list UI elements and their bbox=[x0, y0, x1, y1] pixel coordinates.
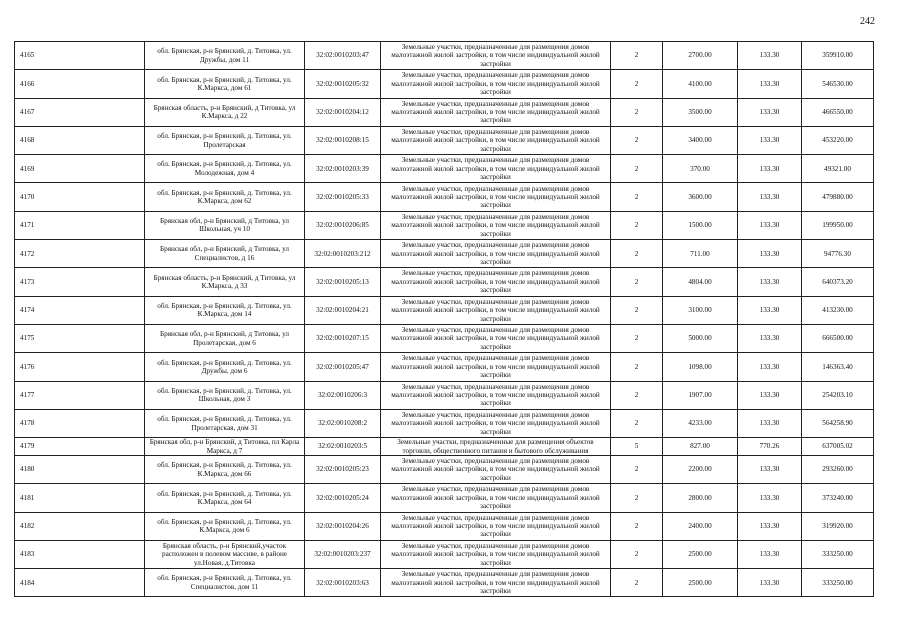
table-row bbox=[15, 324, 874, 352]
land-use-cell: Земельные участки, предназначенные для размещения домов малоэтажной жилой застройки, в том числе индивидуальной жилой застройки bbox=[381, 512, 611, 540]
specific-value-cell: 133.30 bbox=[738, 512, 802, 540]
cadastral-value-cell: 146363.40 bbox=[802, 353, 874, 381]
specific-value-cell: 133.30 bbox=[738, 240, 802, 268]
address-cell: обл. Брянская, р-н Брянский, д. Титовка, ул. Молодежная, дом 4 bbox=[145, 155, 305, 183]
row-number: 4178 bbox=[15, 409, 145, 437]
area-cell: 2500.00 bbox=[663, 540, 738, 568]
area-cell: 827.00 bbox=[663, 438, 738, 456]
table-body bbox=[15, 42, 874, 597]
area-cell: 2700.00 bbox=[663, 42, 738, 70]
table-row bbox=[15, 540, 874, 568]
table-row bbox=[15, 211, 874, 239]
area-cell: 711.00 bbox=[663, 240, 738, 268]
page-number: 242 bbox=[860, 16, 875, 27]
address-cell: обл. Брянская, р-н Брянский, д. Титовка, ул. Школьная, дом 3 bbox=[145, 381, 305, 409]
address-cell: обл. Брянская, р-н Брянский, д. Титовка, ул. Дружбы, дом 6 bbox=[145, 353, 305, 381]
group-cell: 2 bbox=[611, 455, 663, 483]
table-row bbox=[15, 381, 874, 409]
specific-value-cell: 133.30 bbox=[738, 183, 802, 211]
table-row bbox=[15, 409, 874, 437]
address-cell: Брянская обл, р-н Брянский, д Титовка, пл Карла Маркса, д 7 bbox=[145, 438, 305, 456]
land-use-cell: Земельные участки, предназначенные для размещения домов малоэтажной жилой застройки, в том числе индивидуальной жилой застройки bbox=[381, 484, 611, 512]
cadastral-value-cell: 640373.20 bbox=[802, 268, 874, 296]
address-cell: обл. Брянская, р-н Брянский, д. Титовка, ул. Дружбы, дом 11 bbox=[145, 42, 305, 70]
group-cell: 2 bbox=[611, 240, 663, 268]
row-number: 4169 bbox=[15, 155, 145, 183]
cadastral-value-cell: 94776.30 bbox=[802, 240, 874, 268]
row-number: 4184 bbox=[15, 569, 145, 597]
specific-value-cell: 133.30 bbox=[738, 70, 802, 98]
row-number: 4173 bbox=[15, 268, 145, 296]
land-use-cell: Земельные участки, предназначенные для размещения домов малоэтажной жилой застройки, в том числе индивидуальной жилой застройки bbox=[381, 296, 611, 324]
area-cell: 3500.00 bbox=[663, 98, 738, 126]
group-cell: 2 bbox=[611, 42, 663, 70]
address-cell: Брянская обл, р-н Брянский, д Титовка, ул Специалистов, д 16 bbox=[145, 240, 305, 268]
land-use-cell: Земельные участки, предназначенные для размещения объектов торговли, общественного питания и бытового обслуживания bbox=[381, 438, 611, 456]
group-cell: 2 bbox=[611, 155, 663, 183]
table-row bbox=[15, 240, 874, 268]
cadastral-value-cell: 564258.90 bbox=[802, 409, 874, 437]
address-cell: обл. Брянская, р-н Брянский, д. Титовка, ул. К.Маркса, дом 64 bbox=[145, 484, 305, 512]
address-cell: обл. Брянская, р-н Брянский, д. Титовка, ул. К.Маркса, дом 62 bbox=[145, 183, 305, 211]
cadastral-number-cell: 32:02:0010203:237 bbox=[305, 540, 381, 568]
cadastral-number-cell: 32:02:0010208:15 bbox=[305, 126, 381, 154]
table-row bbox=[15, 438, 874, 456]
area-cell: 1907.00 bbox=[663, 381, 738, 409]
group-cell: 2 bbox=[611, 540, 663, 568]
land-use-cell: Земельные участки, предназначенные для размещения домов малоэтажной жилой застройки, в том числе индивидуальной жилой застройки bbox=[381, 126, 611, 154]
cadastral-value-cell: 333250.00 bbox=[802, 569, 874, 597]
area-cell: 5000.00 bbox=[663, 324, 738, 352]
table-row bbox=[15, 512, 874, 540]
land-use-cell: Земельные участки, предназначенные для размещения домов малоэтажной жилой застройки, в том числе индивидуальной жилой застройки bbox=[381, 211, 611, 239]
cadastral-value-cell: 373240.00 bbox=[802, 484, 874, 512]
area-cell: 2400.00 bbox=[663, 512, 738, 540]
cadastral-number-cell: 32:02:0010206:3 bbox=[305, 381, 381, 409]
group-cell: 2 bbox=[611, 211, 663, 239]
cadastral-value-cell: 49321.00 bbox=[802, 155, 874, 183]
address-cell: Брянская обл, р-н Брянский, д Титовка, ул Школьная, уч 10 bbox=[145, 211, 305, 239]
row-number: 4174 bbox=[15, 296, 145, 324]
cadastral-number-cell: 32:02:0010206:85 bbox=[305, 211, 381, 239]
table-row bbox=[15, 98, 874, 126]
cadastral-number-cell: 32:02:0010204:21 bbox=[305, 296, 381, 324]
cadastral-number-cell: 32:02:0010205:33 bbox=[305, 183, 381, 211]
land-use-cell: Земельные участки, предназначенные для размещения домов малоэтажной жилой застройки, в том числе индивидуальной жилой застройки bbox=[381, 70, 611, 98]
specific-value-cell: 133.30 bbox=[738, 353, 802, 381]
address-cell: Брянская область, р-н Брянский, д Титовка, ул К.Маркса, д 22 bbox=[145, 98, 305, 126]
specific-value-cell: 133.30 bbox=[738, 484, 802, 512]
group-cell: 2 bbox=[611, 512, 663, 540]
area-cell: 3400.00 bbox=[663, 126, 738, 154]
cadastral-number-cell: 32:02:0010203:5 bbox=[305, 438, 381, 456]
group-cell: 2 bbox=[611, 409, 663, 437]
land-use-cell: Земельные участки, предназначенные для размещения домов малоэтажной жилой застройки, в том числе индивидуальной жилой застройки bbox=[381, 540, 611, 568]
land-use-cell: Земельные участки, предназначенные для размещения домов малоэтажной жилой застройки, в том числе индивидуальной жилой застройки bbox=[381, 409, 611, 437]
cadastral-value-cell: 546530.00 bbox=[802, 70, 874, 98]
area-cell: 4233.00 bbox=[663, 409, 738, 437]
specific-value-cell: 133.30 bbox=[738, 98, 802, 126]
cadastral-value-cell: 199950.00 bbox=[802, 211, 874, 239]
row-number: 4180 bbox=[15, 455, 145, 483]
cadastral-number-cell: 32:02:0010203:63 bbox=[305, 569, 381, 597]
area-cell: 3100.00 bbox=[663, 296, 738, 324]
cadastral-value-cell: 466550.00 bbox=[802, 98, 874, 126]
cadastral-value-cell: 453220.00 bbox=[802, 126, 874, 154]
land-use-cell: Земельные участки, предназначенные для размещения домов малоэтажной жилой застройки, в том числе индивидуальной жилой застройки bbox=[381, 42, 611, 70]
address-cell: обл. Брянская, р-н Брянский, д. Титовка, ул. К.Маркса, дом 66 bbox=[145, 455, 305, 483]
cadastral-value-cell: 666500.00 bbox=[802, 324, 874, 352]
table-row bbox=[15, 155, 874, 183]
area-cell: 2200.00 bbox=[663, 455, 738, 483]
specific-value-cell: 133.30 bbox=[738, 381, 802, 409]
cadastral-value-cell: 319920.00 bbox=[802, 512, 874, 540]
area-cell: 1098.00 bbox=[663, 353, 738, 381]
land-use-cell: Земельные участки, предназначенные для размещения домов малоэтажной жилой застройки, в том числе индивидуальной жилой застройки bbox=[381, 381, 611, 409]
table-row bbox=[15, 42, 874, 70]
row-number: 4179 bbox=[15, 438, 145, 456]
row-number: 4183 bbox=[15, 540, 145, 568]
address-cell: обл. Брянская, р-н Брянский, д. Титовка, ул. К.Маркса, дом 61 bbox=[145, 70, 305, 98]
cadastral-number-cell: 32:02:0010207:15 bbox=[305, 324, 381, 352]
row-number: 4165 bbox=[15, 42, 145, 70]
land-use-cell: Земельные участки, предназначенные для размещения домов малоэтажной жилой застройки, в том числе индивидуальной жилой застройки bbox=[381, 98, 611, 126]
group-cell: 2 bbox=[611, 296, 663, 324]
specific-value-cell: 133.30 bbox=[738, 268, 802, 296]
specific-value-cell: 770.26 bbox=[738, 438, 802, 456]
cadastral-number-cell: 32:02:0010203:212 bbox=[305, 240, 381, 268]
table-row bbox=[15, 569, 874, 597]
land-use-cell: Земельные участки, предназначенные для размещения домов малоэтажной жилой застройки, в том числе индивидуальной жилой застройки bbox=[381, 455, 611, 483]
area-cell: 3600.00 bbox=[663, 183, 738, 211]
group-cell: 2 bbox=[611, 381, 663, 409]
cadastral-number-cell: 32:02:0010204:26 bbox=[305, 512, 381, 540]
cadastral-number-cell: 32:02:0010205:47 bbox=[305, 353, 381, 381]
specific-value-cell: 133.30 bbox=[738, 155, 802, 183]
specific-value-cell: 133.30 bbox=[738, 409, 802, 437]
land-use-cell: Земельные участки, предназначенные для размещения домов малоэтажной жилой застройки, в том числе индивидуальной жилой застройки bbox=[381, 240, 611, 268]
group-cell: 2 bbox=[611, 484, 663, 512]
group-cell: 2 bbox=[611, 70, 663, 98]
address-cell: обл. Брянская, р-н Брянский, д. Титовка, ул. Пролетарская bbox=[145, 126, 305, 154]
group-cell: 2 bbox=[611, 324, 663, 352]
specific-value-cell: 133.30 bbox=[738, 42, 802, 70]
land-use-cell: Земельные участки, предназначенные для размещения домов малоэтажной жилой застройки, в том числе индивидуальной жилой застройки bbox=[381, 569, 611, 597]
cadastral-value-cell: 254203.10 bbox=[802, 381, 874, 409]
cadastral-number-cell: 32:02:0010203:39 bbox=[305, 155, 381, 183]
land-use-cell: Земельные участки, предназначенные для размещения домов малоэтажной жилой застройки, в том числе индивидуальной жилой застройки bbox=[381, 353, 611, 381]
table-row bbox=[15, 296, 874, 324]
row-number: 4171 bbox=[15, 211, 145, 239]
cadastral-value-table bbox=[14, 41, 874, 597]
cadastral-value-cell: 413230.00 bbox=[802, 296, 874, 324]
cadastral-number-cell: 32:02:0010208:2 bbox=[305, 409, 381, 437]
row-number: 4170 bbox=[15, 183, 145, 211]
address-cell: Брянская область, р-н Брянский,участок расположен в полевом массиве, в районе ул.Новая, д.Титовка bbox=[145, 540, 305, 568]
table-row bbox=[15, 268, 874, 296]
address-cell: обл. Брянская, р-н Брянский, д. Титовка, ул. Пролетарская, дом 31 bbox=[145, 409, 305, 437]
address-cell: обл. Брянская, р-н Брянский, д. Титовка, ул. К.Маркса, дом 14 bbox=[145, 296, 305, 324]
group-cell: 2 bbox=[611, 353, 663, 381]
cadastral-number-cell: 32:02:0010203:47 bbox=[305, 42, 381, 70]
row-number: 4172 bbox=[15, 240, 145, 268]
address-cell: Брянская область, р-н Брянский, д Титовка, ул К.Маркса, д 33 bbox=[145, 268, 305, 296]
row-number: 4177 bbox=[15, 381, 145, 409]
cadastral-value-cell: 637005.02 bbox=[802, 438, 874, 456]
cadastral-number-cell: 32:02:0010205:24 bbox=[305, 484, 381, 512]
land-use-cell: Земельные участки, предназначенные для размещения домов малоэтажной жилой застройки, в том числе индивидуальной жилой застройки bbox=[381, 268, 611, 296]
specific-value-cell: 133.30 bbox=[738, 211, 802, 239]
group-cell: 2 bbox=[611, 183, 663, 211]
cadastral-number-cell: 32:02:0010205:32 bbox=[305, 70, 381, 98]
group-cell: 2 bbox=[611, 569, 663, 597]
row-number: 4167 bbox=[15, 98, 145, 126]
table-row bbox=[15, 484, 874, 512]
land-use-cell: Земельные участки, предназначенные для размещения домов малоэтажной жилой застройки, в том числе индивидуальной жилой застройки bbox=[381, 155, 611, 183]
table-row bbox=[15, 353, 874, 381]
cadastral-value-cell: 479880.00 bbox=[802, 183, 874, 211]
area-cell: 2500.00 bbox=[663, 569, 738, 597]
group-cell: 2 bbox=[611, 268, 663, 296]
cadastral-number-cell: 32:02:0010205:13 bbox=[305, 268, 381, 296]
land-use-cell: Земельные участки, предназначенные для размещения домов малоэтажной жилой застройки, в том числе индивидуальной жилой застройки bbox=[381, 324, 611, 352]
specific-value-cell: 133.30 bbox=[738, 126, 802, 154]
specific-value-cell: 133.30 bbox=[738, 324, 802, 352]
specific-value-cell: 133.30 bbox=[738, 455, 802, 483]
row-number: 4176 bbox=[15, 353, 145, 381]
row-number: 4181 bbox=[15, 484, 145, 512]
table-row bbox=[15, 455, 874, 483]
table-row bbox=[15, 126, 874, 154]
group-cell: 5 bbox=[611, 438, 663, 456]
group-cell: 2 bbox=[611, 98, 663, 126]
specific-value-cell: 133.30 bbox=[738, 296, 802, 324]
area-cell: 4804.00 bbox=[663, 268, 738, 296]
row-number: 4168 bbox=[15, 126, 145, 154]
area-cell: 370.00 bbox=[663, 155, 738, 183]
row-number: 4166 bbox=[15, 70, 145, 98]
cadastral-number-cell: 32:02:0010204:12 bbox=[305, 98, 381, 126]
group-cell: 2 bbox=[611, 126, 663, 154]
table-row bbox=[15, 70, 874, 98]
address-cell: Брянская обл, р-н Брянский, д Титовка, ул Пролетарская, дом 6 bbox=[145, 324, 305, 352]
area-cell: 4100.00 bbox=[663, 70, 738, 98]
area-cell: 2800.00 bbox=[663, 484, 738, 512]
specific-value-cell: 133.30 bbox=[738, 540, 802, 568]
cadastral-value-cell: 293260.00 bbox=[802, 455, 874, 483]
specific-value-cell: 133.30 bbox=[738, 569, 802, 597]
cadastral-value-cell: 333250.00 bbox=[802, 540, 874, 568]
cadastral-number-cell: 32:02:0010205:23 bbox=[305, 455, 381, 483]
cadastral-value-cell: 359910.00 bbox=[802, 42, 874, 70]
row-number: 4175 bbox=[15, 324, 145, 352]
row-number: 4182 bbox=[15, 512, 145, 540]
address-cell: обл. Брянская, р-н Брянский, д. Титовка, ул. К.Маркса, дом 6 bbox=[145, 512, 305, 540]
area-cell: 1500.00 bbox=[663, 211, 738, 239]
land-use-cell: Земельные участки, предназначенные для размещения домов малоэтажной жилой застройки, в том числе индивидуальной жилой застройки bbox=[381, 183, 611, 211]
table-row bbox=[15, 183, 874, 211]
address-cell: обл. Брянская, р-н Брянский, д. Титовка, ул. Специалистов, дом 11 bbox=[145, 569, 305, 597]
